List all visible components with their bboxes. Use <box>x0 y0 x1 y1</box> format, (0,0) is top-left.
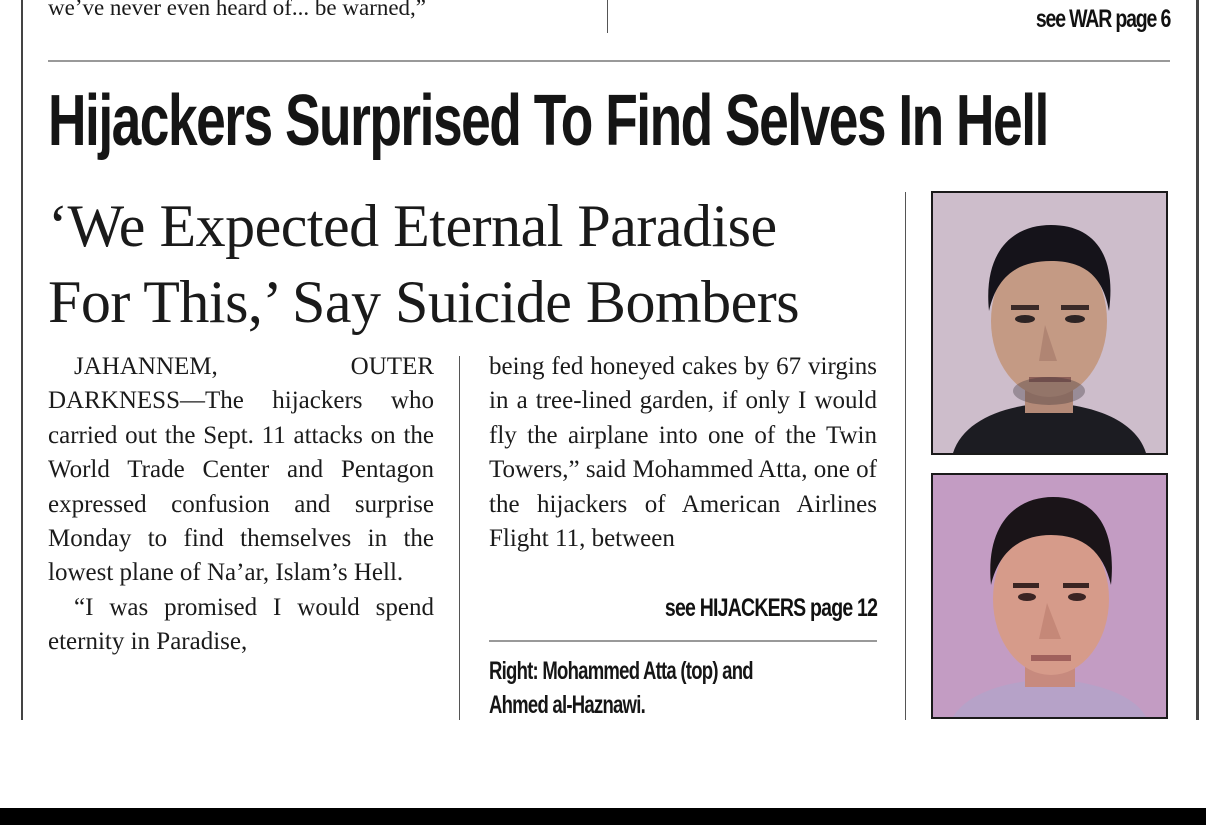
jump-line-hijackers-text: see HIJACKERS page 12 <box>664 594 877 622</box>
page-border-right <box>1196 0 1199 720</box>
article-paragraph-1: JAHANNEM, OUTER DARKNESS—The hijackers who carried out the Sept. 11 attacks on the World Trade Center and Pentagon expressed confusion and surprise Monday to find themselves in the lowest plane of Na’ar, Islam’s Hell. <box>48 353 434 587</box>
column-divider <box>459 356 460 720</box>
jump-line-war: see WAR page 6 <box>1035 5 1170 33</box>
article-paragraph-2: “I was promised I would spend eternity in Paradise, <box>48 593 434 656</box>
article-column-2 <box>489 350 877 556</box>
jump-line-hijackers <box>489 594 877 623</box>
caption-line-2: Ahmed al-Haznawi. <box>489 691 646 719</box>
article-paragraph-3: being fed honeyed cakes by 67 virgins in a tree-lined garden, if only I would fly the airplane into one of the Twin Towers,” said Mohammed Atta, one of the hijackers of American Airlines Flight 11, between <box>489 353 877 553</box>
portrait-photo-bottom <box>931 473 1168 719</box>
column-divider <box>607 0 608 33</box>
photo-caption <box>489 654 874 720</box>
headline: Hijackers Surprised To Find Selves In Hell <box>48 81 1048 161</box>
subheadline <box>48 188 888 340</box>
column-divider <box>905 192 906 720</box>
subheadline-line-1: ‘We Expected Eternal Paradise <box>48 193 777 259</box>
caption-rule <box>489 640 877 642</box>
caption-line-1: Right: Mohammed Atta (top) and <box>489 657 753 685</box>
subheadline-line-2: For This,’ Say Suicide Bombers <box>48 269 800 335</box>
page-border-left <box>21 0 23 720</box>
article-column-1 <box>48 350 434 660</box>
portrait-photo-top <box>931 191 1168 455</box>
section-rule <box>48 60 1170 62</box>
bottom-black-bar <box>0 808 1206 825</box>
previous-story-text: we’ve never even heard of... be warned,” <box>48 0 427 20</box>
